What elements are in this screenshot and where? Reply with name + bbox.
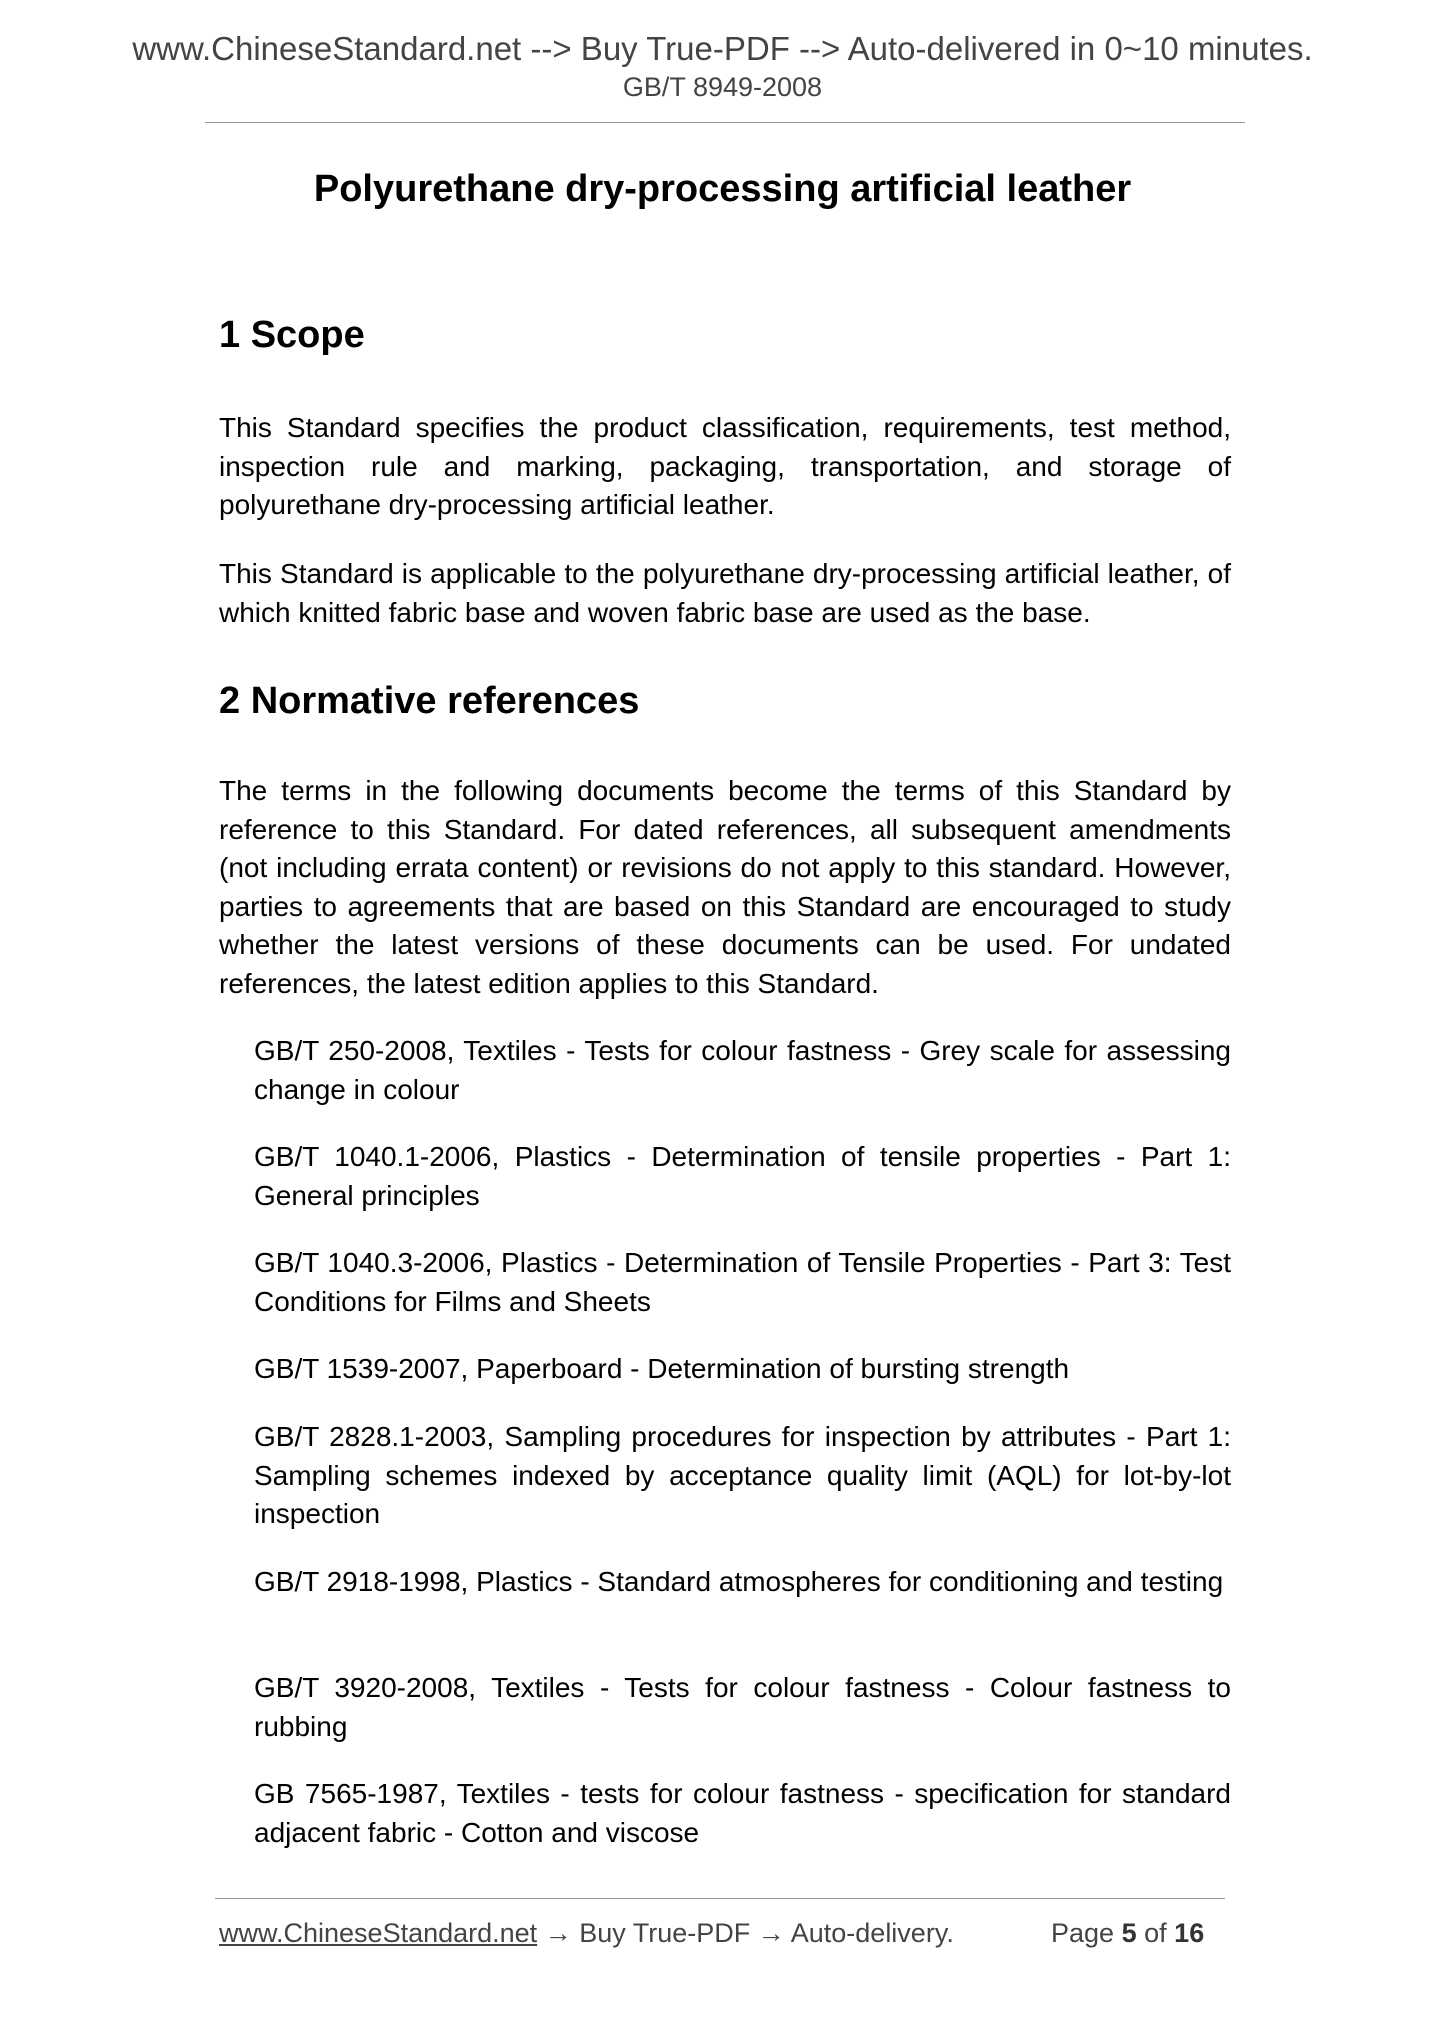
footer-tagline: → Buy True-PDF → Auto-delivery.: [537, 1918, 954, 1948]
page-number: 5: [1121, 1918, 1137, 1948]
scope-paragraph-1: This Standard specifies the product classification, requirements, test method, inspection rule and marking, packaging, transportation, and storage of polyurethane dry-processing artificial leather.: [219, 412, 1231, 520]
reference-item: GB/T 2828.1-2003, Sampling procedures for inspection by attributes - Part 1: Sampling schemes indexed by acceptance quality limit (AQL) for lot-by-lot inspection: [254, 1421, 1231, 1529]
reference-item: GB 7565-1987, Textiles - tests for colour fastness - specification for standard adjacent fabric - Cotton and viscose: [254, 1778, 1231, 1848]
footer-site-link[interactable]: www.ChineseStandard.net: [219, 1918, 538, 1948]
header-banner: www.ChineseStandard.net --> Buy True-PDF --> Auto-delivered in 0~10 minutes.: [132, 30, 1313, 67]
header-divider: [205, 122, 1245, 123]
reference-item: GB/T 1040.3-2006, Plastics - Determination of Tensile Properties - Part 3: Test Conditions for Films and Sheets: [254, 1247, 1231, 1317]
reference-item: GB/T 2918-1998, Plastics - Standard atmospheres for conditioning and testing: [254, 1566, 1224, 1597]
footer-divider: [215, 1898, 1225, 1899]
header-standard-code: GB/T 8949-2008: [622, 72, 823, 102]
of-label: of: [1144, 1918, 1167, 1948]
section-heading-normative-references: 2 Normative references: [219, 680, 640, 722]
document-title: Polyurethane dry-processing artificial leather: [313, 168, 1132, 210]
reference-item: GB/T 250-2008, Textiles - Tests for colour fastness - Grey scale for assessing change in colour: [254, 1035, 1231, 1105]
reference-item: GB/T 3920-2008, Textiles - Tests for colour fastness - Colour fastness to rubbing: [254, 1672, 1231, 1742]
reference-item: GB/T 1040.1-2006, Plastics - Determination of tensile properties - Part 1: General principles: [254, 1141, 1231, 1211]
scope-paragraph-2: This Standard is applicable to the polyurethane dry-processing artificial leather, of which knitted fabric base and woven fabric base are used as the base.: [219, 558, 1231, 628]
references-intro-paragraph: The terms in the following documents become the terms of this Standard by reference to this Standard. For dated references, all subsequent amendments (not including errata content) or revisions do not apply to this standard. However, parties to agreements that are based on this Standard are encouraged to study whether the latest versions of these documents can be used. For undated references, the latest edition applies to this Standard.: [219, 775, 1231, 999]
page-label: Page: [1051, 1918, 1115, 1948]
page-indicator: [1051, 1918, 1204, 1949]
page-total: 16: [1174, 1918, 1205, 1948]
section-heading-scope: 1 Scope: [219, 314, 365, 356]
footer-promo: [219, 1918, 954, 1949]
reference-item: GB/T 1539-2007, Paperboard - Determination of bursting strength: [254, 1353, 1070, 1384]
